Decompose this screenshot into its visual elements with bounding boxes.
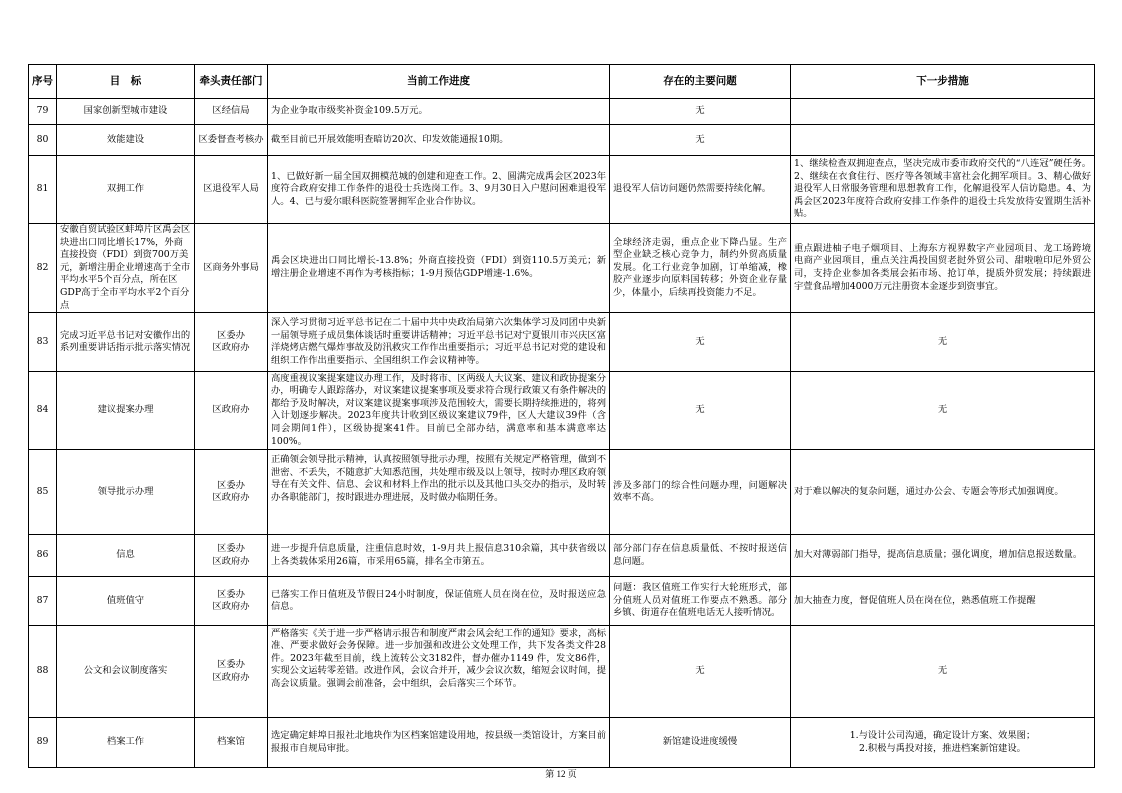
row-progress	[268, 450, 610, 535]
row-dept: 区委办 区政府办	[195, 626, 268, 718]
table-row	[29, 372, 1095, 450]
row-number: 88	[29, 626, 57, 718]
row-problems-text: 问题：我区值班工作实行大轮班形式，部分值班人员对值班工作要点不熟悉。部分乡镇、街道存在值班电话无人接听情况。	[613, 582, 787, 619]
row-number: 79	[29, 99, 57, 125]
row-progress: 1、已做好新一届全国双拥模范城的创建和迎查工作。2、圆满完成禹会区2023年度符合政府安排工作条件的退役士兵选岗工作。3、9月30日入户慰问困难退役军人。4、已与爱尔眼科医院签署拥军企业合作协议。	[268, 156, 610, 224]
row-problems: 退役军人信访问题仍然需要持续化解。	[610, 156, 791, 224]
row-number: 87	[29, 577, 57, 626]
row-progress: 已落实工作日值班及节假日24小时制度，保证值班人员在岗在位，及时报送应急信息。	[268, 577, 610, 626]
row-progress-text: 严格落实《关于进一步严格请示报告和制度严肃会风会纪工作的通知》要求，高标准、严要求做好会务保障。进一步加强和改进公文处理工作，共下发各类文件28件。2023年截至目前，线上流转公文3182件，督办催办1149 件，发文86件，实现公文运转零差错。改进作风，会议合并开，减少会议次数，缩短会议时间，提高会议质量。强调会前准备，会中组织，会后落实三个环节。	[271, 627, 606, 690]
table-row	[29, 535, 1095, 577]
row-progress: 为企业争取市级奖补资金109.5万元。	[268, 99, 610, 125]
row-progress-text: 高度重视议案提案建议办理工作，及时将市、区两级人大议案、建议和政协提案分办，明确专人跟踪落办，对议案建议提案事项及要求符合现行政策又有条件解决的都给予及时解决，对议案建议提案事项涉及范围较大，需要长期持续推进的，将列入计划逐步解决。2023年度共计收到区级议案建议79件，区人大建议39件（含同会期间1件），区级协提案41件。目前已全部办结，满意率和基本满意率达100%。	[271, 372, 606, 447]
table-row	[29, 626, 1095, 718]
table-row	[29, 224, 1095, 313]
table-row	[29, 450, 1095, 535]
row-next: 重点跟进柚子电子烟项目、上海东方视界数字产业园项目、龙工场跨境电商产业园项目，重点关注禹投国贸老挝外贸公司、甜啦啦印尼外贸公司，支持企业参加各类展会拓市场、抢订单，提质外贸发展；持续跟进宇萱食品增加4000万元注册资本金逐步到资事宜。	[791, 224, 1095, 313]
table-row	[29, 156, 1095, 224]
row-number: 80	[29, 125, 57, 156]
row-next: 无	[791, 313, 1095, 372]
row-target: 双拥工作	[57, 156, 195, 224]
row-target: 完成习近平总书记对安徽作出的系列重要讲话指示批示落实情况	[57, 313, 195, 372]
row-progress: 选定确定蚌埠日报社北地块作为区档案馆建设用地，按县级一类馆设计，方案目前报报市自规局审批。	[268, 718, 610, 768]
row-next: 加大抽查力度，督促值班人员在岗在位，熟悉值班工作提醒	[791, 577, 1095, 626]
row-dept: 区委办 区政府办	[195, 535, 268, 577]
row-target: 建议提案办理	[57, 372, 195, 450]
row-problems: 新馆建设进度缓慢	[610, 718, 791, 768]
row-number: 83	[29, 313, 57, 372]
row-next: 1、继续检查双拥迎查点，坚决完成市委市政府交代的“八连冠”硬任务。2、继续在衣食住行、医疗等各领域丰富社会化拥军项目。3、精心做好退役军人日常服务管理和思想教育工作，化解退役军人信访隐患。4、为禹会区2023年度符合政府安排工作条件的退役士兵发放待安置期生活补贴。	[791, 156, 1095, 224]
row-dept: 区政府办	[195, 372, 268, 450]
row-progress: 截至目前已开展效能明查暗访20次、印发效能通报10期。	[268, 125, 610, 156]
row-problems: 无	[610, 626, 791, 718]
row-progress: 进一步提升信息质量，注重信息时效，1-9月共上报信息310余篇，其中获省级以上各类载体采用26篇，市采用65篇，排名全市第五。	[268, 535, 610, 577]
row-number: 81	[29, 156, 57, 224]
row-dept: 档案馆	[195, 718, 268, 768]
row-dept: 区委办 区政府办	[195, 450, 268, 535]
col-header-dept: 牵头责任部门	[195, 65, 268, 99]
col-header-problems: 存在的主要问题	[610, 65, 791, 99]
row-progress	[268, 372, 610, 450]
row-progress	[268, 313, 610, 372]
table-row	[29, 125, 1095, 156]
row-target: 效能建设	[57, 125, 195, 156]
row-progress	[268, 626, 610, 718]
row-progress: 禹会区块进出口同比增长-13.8%；外商直接投资（FDI）到资110.5万美元；新增注册企业增速不再作为考核指标；1-9月预估GDP增速-1.6%。	[268, 224, 610, 313]
row-problems	[610, 577, 791, 626]
row-number: 86	[29, 535, 57, 577]
row-target: 安徽自贸试验区蚌埠片区禹会区块进出口同比增长17%，外商直接投资（FDI）到资700万美元，新增注册企业增速高于全市平均水平5个百分点，所在区GDP高于全市平均水平2个百分点	[57, 224, 195, 313]
col-header-no: 序号	[29, 65, 57, 99]
row-dept: 区委办 区政府办	[195, 577, 268, 626]
row-target: 信息	[57, 535, 195, 577]
row-dept: 区退役军人局	[195, 156, 268, 224]
row-target: 公文和会议制度落实	[57, 626, 195, 718]
table-row	[29, 313, 1095, 372]
row-target: 国家创新型城市建设	[57, 99, 195, 125]
row-number: 89	[29, 718, 57, 768]
row-dept: 区委督查考核办	[195, 125, 268, 156]
row-next: 对于难以解决的复杂问题，通过办公会、专题会等形式加强调度。	[791, 450, 1095, 535]
row-problems: 无	[610, 125, 791, 156]
row-problems: 无	[610, 313, 791, 372]
table-header-row	[29, 65, 1095, 99]
row-next	[791, 125, 1095, 156]
row-problems: 无	[610, 372, 791, 450]
row-number: 82	[29, 224, 57, 313]
page-number: 第 12 页	[545, 769, 577, 779]
row-dept: 区经信局	[195, 99, 268, 125]
row-problems: 部分部门存在信息质量低、不按时报送信息问题。	[610, 535, 791, 577]
row-problems: 无	[610, 99, 791, 125]
row-dept: 区商务外事局	[195, 224, 268, 313]
col-header-progress: 当前工作进度	[268, 65, 610, 99]
row-number: 84	[29, 372, 57, 450]
row-target: 档案工作	[57, 718, 195, 768]
row-next: 加大对薄弱部门指导，提高信息质量；强化调度，增加信息报送数量。	[791, 535, 1095, 577]
row-next: 无	[791, 626, 1095, 718]
row-target: 领导批示办理	[57, 450, 195, 535]
row-problems: 涉及多部门的综合性问题办理，问题解决效率不高。	[610, 450, 791, 535]
row-next: 无	[791, 372, 1095, 450]
table-row	[29, 718, 1095, 768]
row-target: 值班值守	[57, 577, 195, 626]
row-progress-text: 深入学习贯彻习近平总书记在二十届中共中央政治局第六次集体学习及同团中央新一届领导班子成员集体谈话时重要讲话精神；习近平总书记对宁夏银川市兴庆区富洋烧烤店燃气爆炸事故及防汛救灾工作作出重要指示；习近平总书记对党的建设和组织工作作出重要指示、全国组织工作会议精神等。	[271, 317, 606, 366]
row-next	[791, 99, 1095, 125]
table-row	[29, 577, 1095, 626]
col-header-target: 目 标	[57, 65, 195, 99]
row-number: 85	[29, 450, 57, 535]
row-problems: 全球经济走弱，重点企业下降凸显。生产型企业缺乏核心竞争力，制约外贸高质量发展。化工行业竞争加剧，订单缩减，橡胶产业逐步向原料国转移；外资企业存量少，体量小，后续再投资能力不足。	[610, 224, 791, 313]
row-dept: 区委办 区政府办	[195, 313, 268, 372]
table-row	[29, 99, 1095, 125]
row-next: 1.与设计公司沟通，确定设计方案、效果图； 2.积极与禹投对接，推进档案新馆建设。	[791, 718, 1095, 768]
row-progress-text: 正确领会领导批示精神，认真按照领导批示办理，按照有关规定严格管理，做到不泄密、不丢失，不随意扩大知悉范围，共处理市级及以上领导，按时办理区政府领导在有关文件、信息、会议和材料上作出的批示以及其他口头交办的指示，及时转办各职能部门，按时跟进办理进展，及时做办临期任务。	[271, 454, 606, 503]
col-header-next: 下一步措施	[791, 65, 1095, 99]
work-progress-table	[28, 64, 1095, 768]
